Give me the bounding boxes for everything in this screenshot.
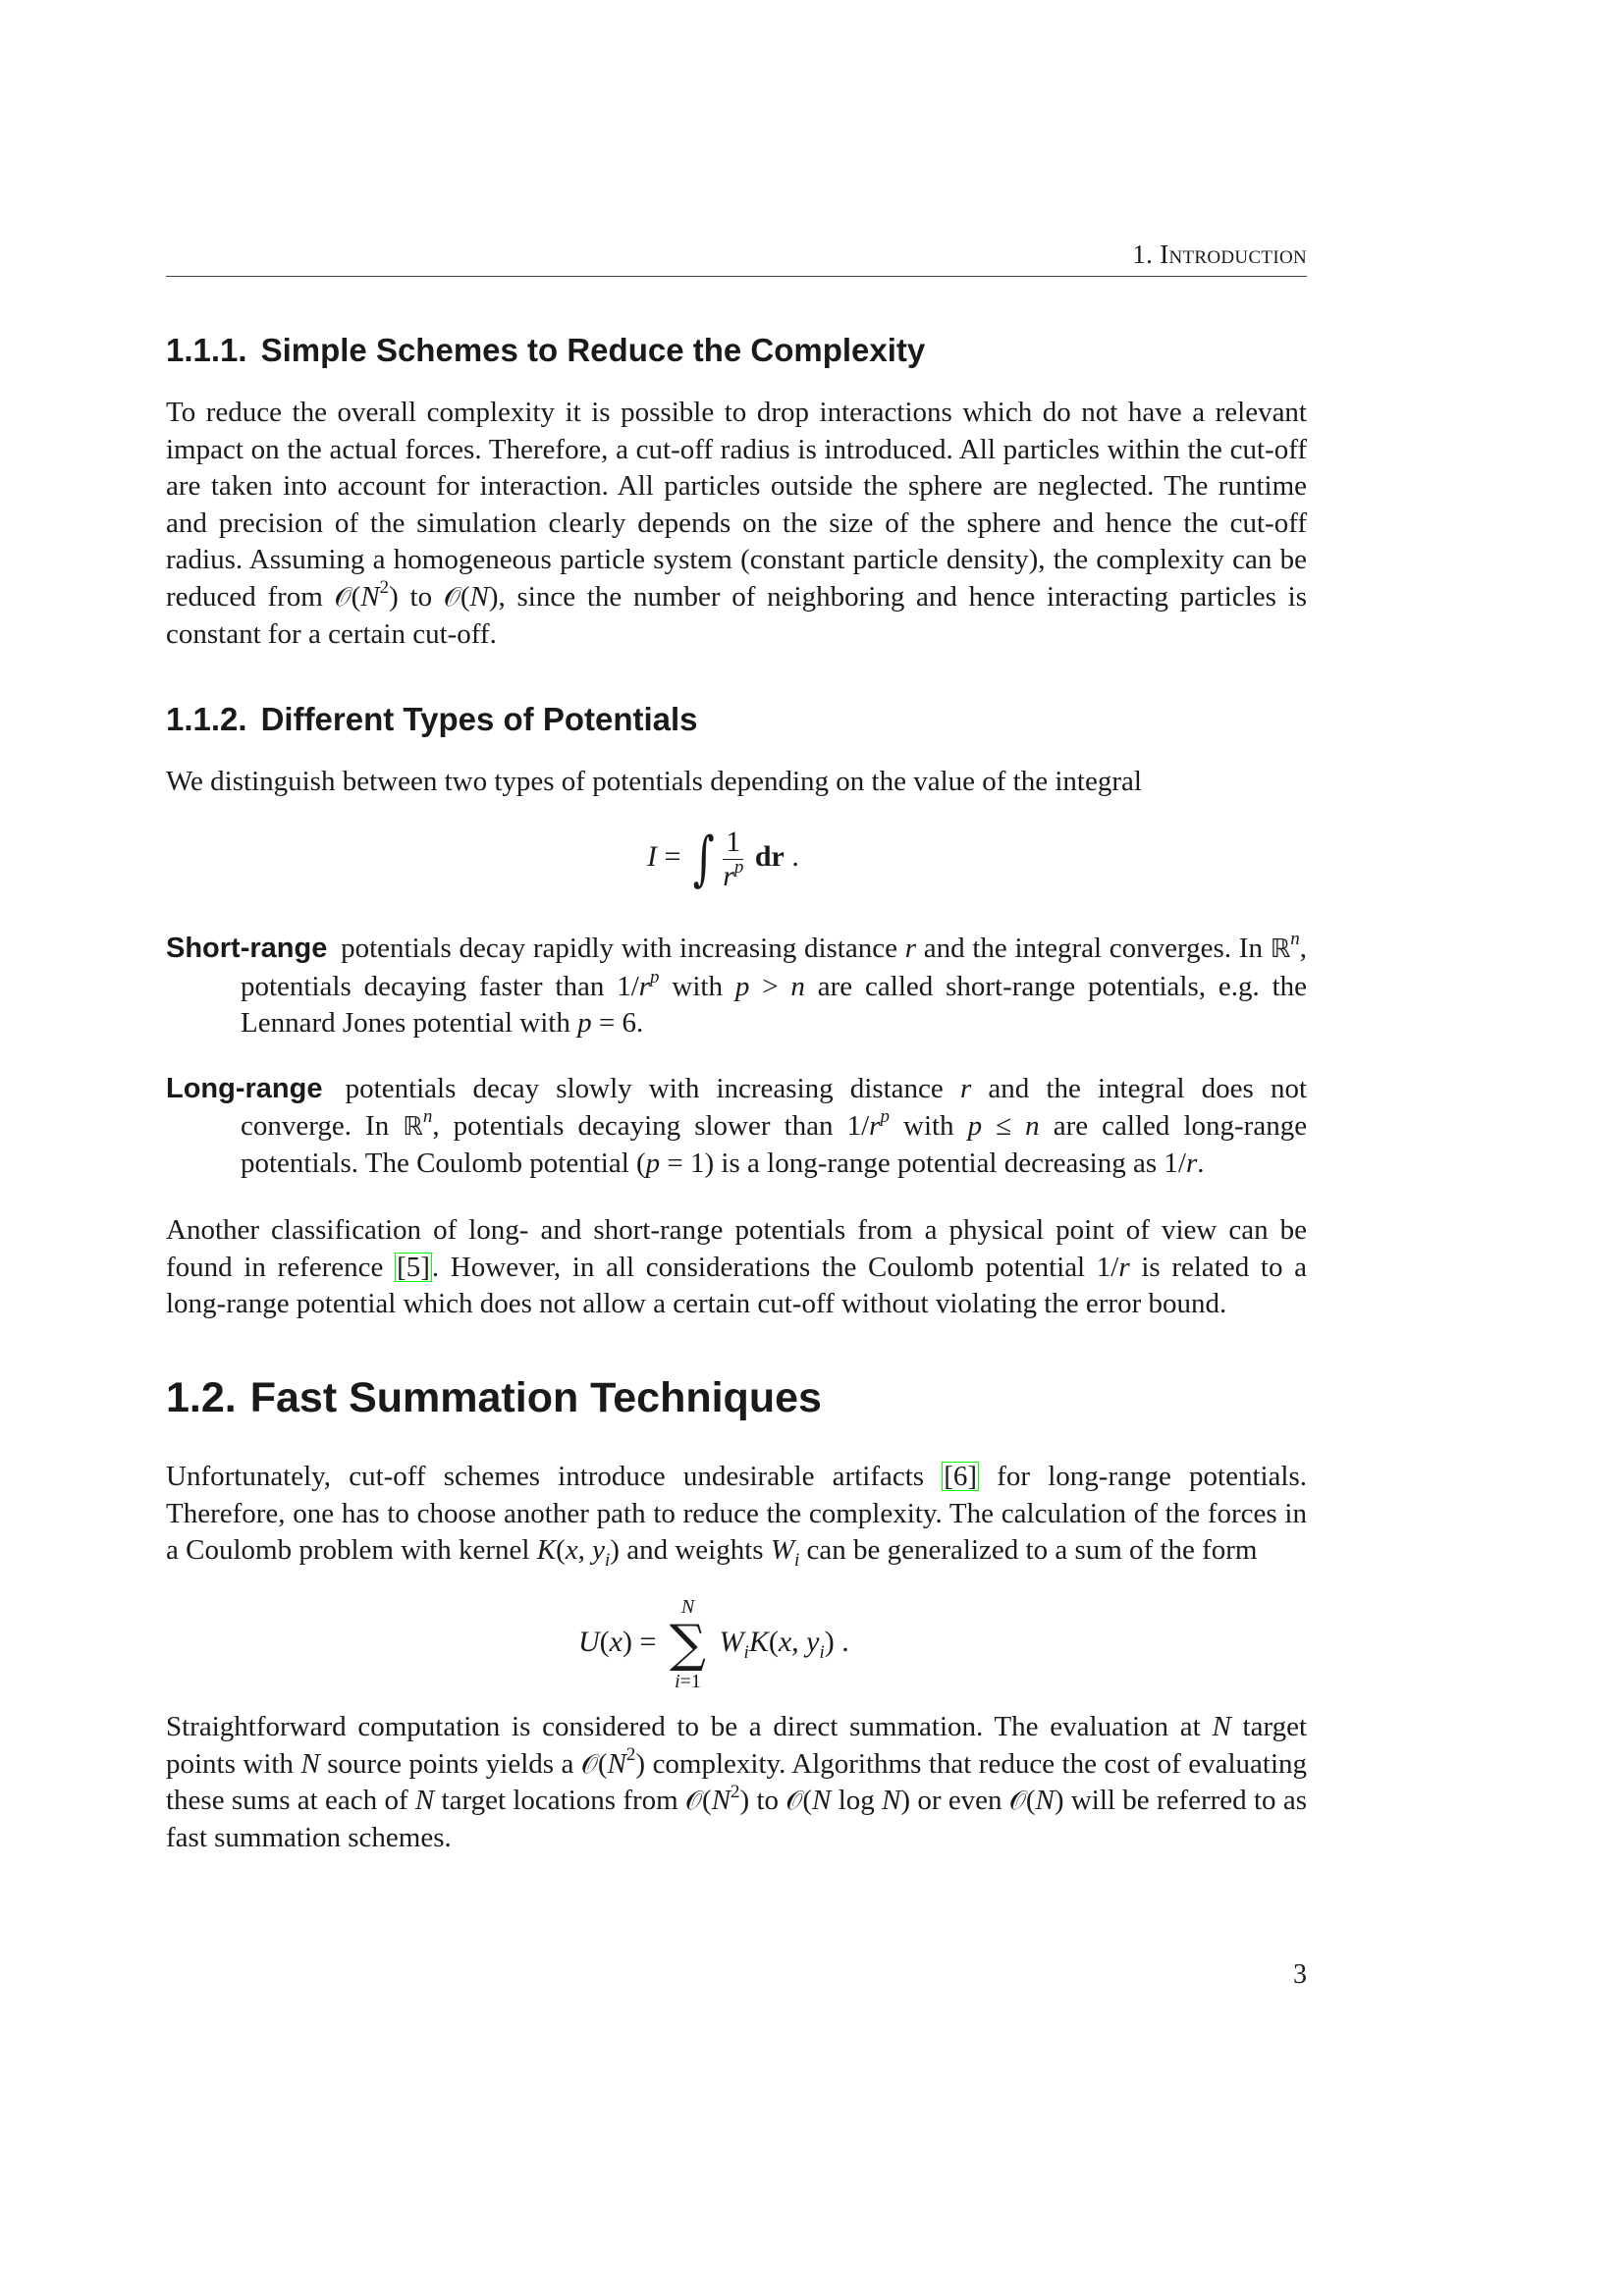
definition-long-range: Long-range potentials decay slowly with increasing distance r and the integral does not converge. In ℝ$^n$, potentials decaying slower than $1/r^p$ with p ≤ n are called long-range potentials. The Coulomb potential (p = 1) is a long-range potential decreasing as 1/r. (166, 1073, 1308, 1180)
running-header (1132, 240, 1307, 270)
definition-short-range: Short-range potentials decay rapidly with increasing distance r and the integral converges. In ℝ$^n$, potentials decaying faster than $1/r^p$ with p > n are called short-range potentials, e.g. the Lennard Jones potential with p = 6. (166, 929, 1308, 1040)
section-heading-1-2: 1.2. Fast Summation Techniques (166, 1374, 822, 1421)
citation-link-5[interactable]: [5] (397, 1251, 430, 1283)
equation-sum: U(x) = N ∑ i=1 $W_iK(x$, $y_i$) . (578, 1596, 849, 1692)
paragraph-direct-summation: Straightforward computation is considered to be a direct summation. The evaluation at N target points with N source points yields a $𝒪(N^2)$ complexity. Algorithms that reduce the cost of evaluating these sums at each of N target locations from $𝒪(N^2)$ to 𝒪(N log N) or even 𝒪(N) will be referred to as fast summation schemes. (166, 1711, 1308, 1853)
paragraph-cutoff: To reduce the overall complexity it is possible to drop interactions which do not have a relevant impact on the actual forces. Therefore, a cut-off radius is introduced. All particles within the cut-off are taken into account for interaction. All particles outside the sphere are neglected. The runtime and precision of the simulation clearly depends on the size of the sphere and hence the cut-off radius. Assuming a homogeneous particle system (constant particle density), the complexity can be reduced from $𝒪(N^2)$ to 𝒪(N), since the number of neighboring and hence interacting particles is constant for a certain cut-off. (166, 397, 1308, 650)
citation-link-6[interactable]: [6] (944, 1461, 978, 1492)
equation-integral: I = ∫ $\frac{1}{r^p}$ dr . (647, 825, 799, 893)
section-heading-1-1-1: 1.1.1. Simple Schemes to Reduce the Complexity (166, 332, 926, 368)
paragraph-fast-summation: Unfortunately, cut-off schemes introduce undesirable artifacts [6] for long-range potentials. Therefore, one has to choose another path to reduce the complexity. The calculation of the forces in a Coulomb problem with kernel K(x, $y_i$) and weights $W_i$ can be generalized to a sum of the form (166, 1461, 1308, 1571)
paragraph-classification: Another classification of long- and short-range potentials from a physical point of view can be found in reference [5]. However, in all considerations the Coulomb potential 1/r is related to a long-range potential which does not allow a certain cut-off without violating the error bound. (166, 1214, 1307, 1320)
running-header-number: 1. (1132, 240, 1154, 269)
header-rule (166, 276, 1307, 277)
paragraph-potentials-intro: We distinguish between two types of potentials depending on the value of the integral (166, 766, 1142, 797)
term-short-range: Short-range (166, 933, 328, 964)
running-header-title: Introduction (1160, 240, 1307, 269)
term-long-range: Long-range (166, 1073, 323, 1104)
section-heading-1-1-2: 1.1.2. Different Types of Potentials (166, 701, 698, 737)
page-number: 3 (1293, 1959, 1307, 1990)
